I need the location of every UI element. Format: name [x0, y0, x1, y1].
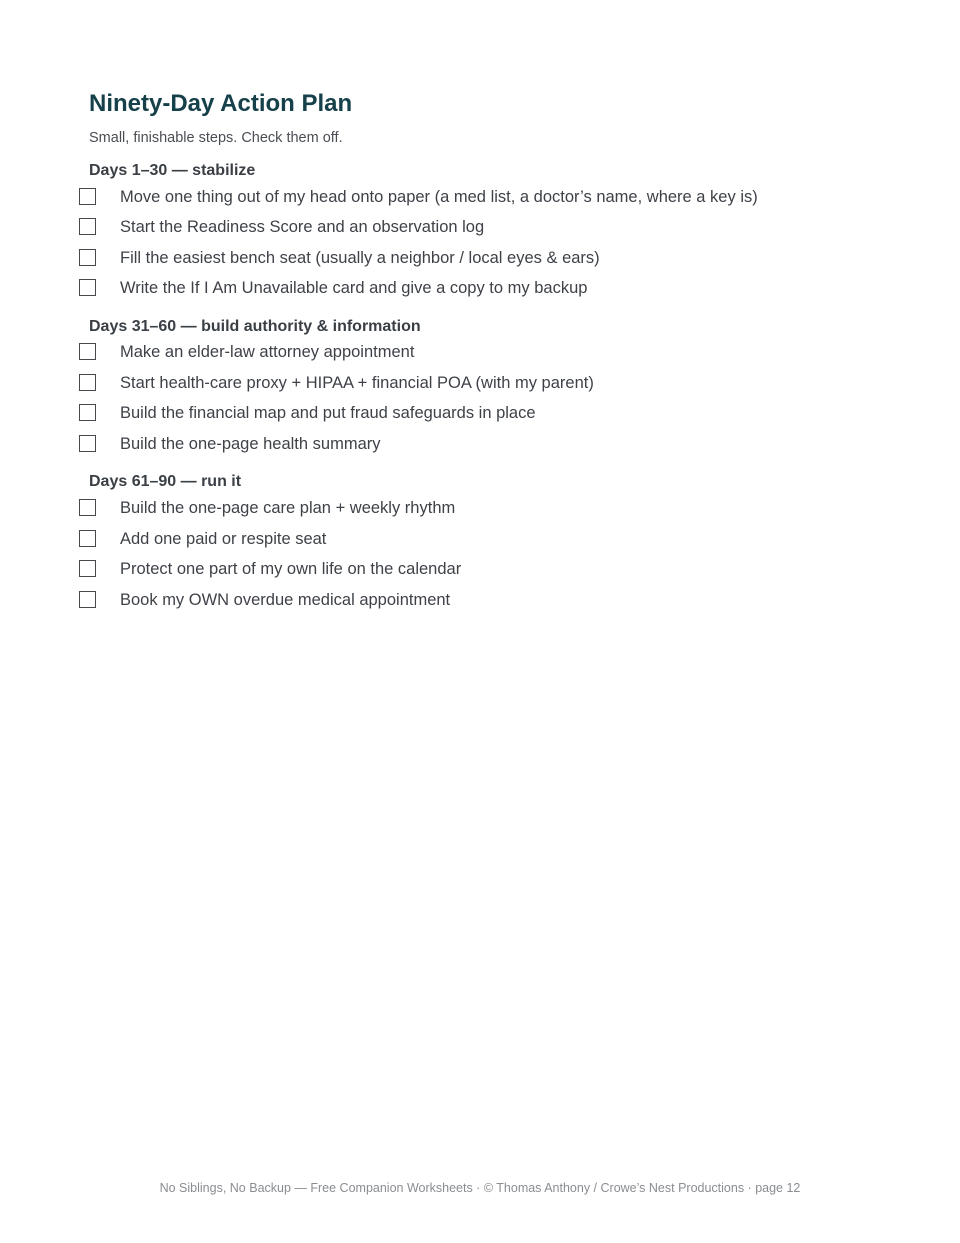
checklist-item	[79, 529, 899, 551]
checkbox[interactable]	[79, 530, 96, 547]
checkbox[interactable]	[79, 188, 96, 205]
section-heading-days-1-30: Days 1–30 — stabilize	[89, 162, 256, 179]
checklist-item-label: Build the one-page care plan + weekly rhythm	[120, 499, 456, 517]
checklist-item-label: Protect one part of my own life on the calendar	[120, 560, 462, 578]
page-title: Ninety-Day Action Plan	[89, 90, 353, 117]
checkbox[interactable]	[79, 374, 96, 391]
checklist-item	[79, 434, 899, 456]
page-footer: No Siblings, No Backup — Free Companion Worksheets · © Thomas Anthony / Crowe’s Nest Productions · page 12	[159, 1181, 801, 1195]
checklist-item-label: Start the Readiness Score and an observation log	[120, 218, 485, 236]
checkbox[interactable]	[79, 499, 96, 516]
checklist-item-label: Make an elder-law attorney appointment	[120, 343, 415, 361]
checkbox[interactable]	[79, 560, 96, 577]
checklist-item-label: Fill the easiest bench seat (usually a neighbor / local eyes & ears)	[120, 249, 600, 267]
checklist-item	[79, 403, 899, 425]
checklist-item	[79, 498, 899, 520]
page-subtitle: Small, finishable steps. Check them off.	[89, 130, 343, 146]
checklist-item-label: Start health-care proxy + HIPAA + financial POA (with my parent)	[120, 374, 594, 392]
checklist-item-label: Write the If I Am Unavailable card and give a copy to my backup	[120, 279, 588, 297]
checklist-item	[79, 559, 899, 581]
checklist-item	[79, 342, 899, 364]
checkbox[interactable]	[79, 218, 96, 235]
checklist-item	[79, 187, 899, 209]
checklist-item-label: Move one thing out of my head onto paper (a med list, a doctor’s name, where a key is)	[120, 188, 758, 206]
checkbox[interactable]	[79, 435, 96, 452]
checkbox[interactable]	[79, 404, 96, 421]
checklist-item	[79, 248, 899, 270]
checkbox[interactable]	[79, 591, 96, 608]
checklist-item	[79, 590, 899, 612]
checklist-item-label: Book my OWN overdue medical appointment	[120, 591, 451, 609]
checklist-item-label: Build the financial map and put fraud safeguards in place	[120, 404, 536, 422]
checklist-item-label: Build the one-page health summary	[120, 435, 381, 453]
section-heading-days-31-60: Days 31–60 — build authority & information	[89, 318, 421, 335]
section-heading-days-61-90: Days 61–90 — run it	[89, 473, 242, 490]
checklist-item	[79, 278, 899, 300]
checkbox[interactable]	[79, 249, 96, 266]
checklist-item	[79, 217, 899, 239]
checklist-item-label: Add one paid or respite seat	[120, 530, 327, 548]
checklist-item	[79, 373, 899, 395]
checkbox[interactable]	[79, 279, 96, 296]
checkbox[interactable]	[79, 343, 96, 360]
